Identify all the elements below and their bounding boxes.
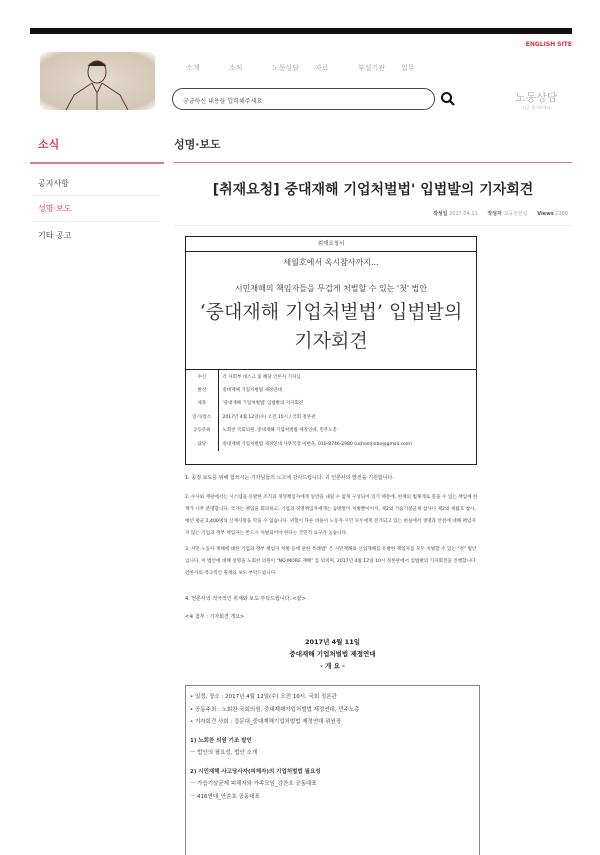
overview-detail: ㅡ 법안의 필요성, 법안 소개: [190, 750, 258, 756]
press-request-document: [185, 236, 477, 465]
author: 교육선전팀: [503, 211, 528, 217]
overview-item: • 일정, 장소 : 2017년 4월 12일(수) 오전 10시, 국회 정론관: [190, 694, 337, 700]
closing-date: 2017년 4월 11일: [304, 638, 361, 646]
row-key: 담당: [186, 437, 218, 451]
nav-resources[interactable]: 자료: [315, 64, 329, 72]
section-title: 성명·보도: [174, 138, 221, 151]
article-meta: [425, 210, 568, 217]
nav-news[interactable]: 소식: [229, 64, 243, 72]
row-key: 일시/장소: [186, 410, 218, 424]
row-key: 공동주최: [186, 424, 218, 438]
paragraph-3: 3. 시민·노동자 재해에 대한 기업과 정부 책임자 처벌 등에 관한 특례법" 은 시민재해와 산업재해를 유발한 책임자를 모두 처벌할 수 있는 "첫" 법안입니다. 이 법안에 대해 설명을 노회찬 의원이 "NO MORE 재해" 를 외치며, 2017년 4월 12일 10시 정론관에서 입법발의 기자회견을 진행합니다. 언론사의 적극적인 취재와 보도 부탁드립니다.: [185, 547, 477, 576]
row-value: 중대재해 기업처벌법 제정연대: [222, 387, 282, 393]
search-icon[interactable]: [440, 91, 456, 107]
table-row: [186, 383, 476, 397]
overview-detail: ㅡ 가습기살균제 피해자와 가족모임_강찬호 공동대표: [190, 781, 317, 787]
counsel-logo-sub: 지금 물어보세요: [522, 105, 551, 110]
sidebar-item-other[interactable]: 기타 공고: [38, 231, 72, 240]
row-key: 발신: [186, 383, 218, 397]
overview-item: • 공동주최 : 노회찬 국회의원, 중대재해기업처벌법 제정연대, 민주노총: [190, 706, 360, 713]
nav-counsel[interactable]: 노동상담: [272, 64, 300, 72]
search-input[interactable]: 궁금하신 내용을 입력해주세요: [172, 88, 435, 110]
divider: [174, 225, 572, 226]
row-value: '중대재해 기업처벌법' 입법발의 기자회견: [222, 401, 304, 407]
doc-header: 취재요청서: [186, 237, 476, 252]
doc-title: [186, 298, 476, 356]
divider: [32, 221, 160, 222]
divider: [30, 162, 164, 164]
attachment-note: <※ 첨부 : 기자회견 개요>: [185, 614, 245, 620]
overview-section-2: 2) 시민재해 사고당사자(피해자)의 기업처벌법 필요성: [190, 768, 321, 775]
nav-intro[interactable]: 소개: [186, 64, 200, 72]
doc-line1: 세월호에서 옥시참사까지...: [283, 258, 379, 267]
overview-detail: ㅡ 416연대_안순호 공동대표: [190, 793, 260, 800]
table-row: [186, 424, 476, 438]
doc-line2: 시민재해의 책임자들을 무겁게 처벌할 수 있는 '첫' 법안: [234, 284, 428, 293]
date-label: 작성일: [433, 211, 448, 217]
table-row: [186, 397, 476, 411]
divider: [32, 195, 160, 196]
counsel-logo[interactable]: [515, 89, 558, 111]
closing-org: 중대재해 기업처벌법 제정연대: [289, 650, 376, 658]
row-value: 2017년 4월 12일(수) 오전 10시 / 국회 정론관: [222, 414, 316, 420]
row-value: 각 사회부 데스크 및 해당 언론사 기자님: [222, 374, 301, 380]
main-nav: [186, 63, 444, 73]
row-key: 제목: [186, 397, 218, 411]
row-value: 노회찬 국회의원, 중대재해 기업처벌법 제정연대, 민주노총: [222, 428, 337, 434]
nav-affiliates[interactable]: 부설기관: [358, 64, 386, 72]
views-label: Views: [537, 211, 554, 217]
table-row: [186, 370, 476, 384]
row-value: 중대재해 기업처벌법 제정연대 사무국장 이현욱, 010-8746-2980 (ushamjinbo@gmail.com): [222, 441, 412, 447]
sidebar-item-press[interactable]: 성명·보도: [38, 204, 72, 213]
overview-section-1: 1) 노회찬 의원 기조 발언: [190, 737, 252, 744]
sidebar-title: 소식: [38, 138, 60, 151]
sidebar-item-notices[interactable]: 공지사항: [38, 179, 69, 188]
table-row: [186, 410, 476, 424]
english-site-link[interactable]: ENGLISH SITE: [525, 41, 572, 48]
views: 2380: [555, 211, 568, 217]
paragraph-4: 4. 언론사의 적극적인 취재와 보도 부탁드립니다. <끝>: [185, 596, 306, 602]
author-label: 작성자: [487, 211, 502, 217]
paragraph-1: 1. 공정 보도를 위해 힘쓰시는 기자님들의 노고에 감사드립니다. 귀 언론사의 발전을 기원합니다.: [185, 475, 394, 481]
paragraph-2: 2. 수사와 재판에서는 시스템을 유발한 조직과 경영책임자에게 일반을 내릴 수 없게 구성되어 있기 때문에, 현재의 법체계로 묻을 수 있는 책임에 한계가 너무 분명합니다. 국가는 책임을 회피하고, 기업과 경영책임자에게는 솜방망이 처벌뿐이어서, 제2의 가습기살균제 참사나 제2의 세월호 참사, 매년 평균 2,400명의 산재사망을 막을 수 없습니다. 위험이 다른 비용이 노동자·시민 모두에게 전가되고 있는 현실에서 생명과 안전에 대해 책임지지 않는 기업과 정부 책임자는 반드시 처벌되어야 한다는 국민적 요구가 높습니다.: [185, 495, 478, 536]
nav-work[interactable]: 업무: [401, 64, 415, 72]
table-row: [186, 437, 476, 451]
row-key: 수신: [186, 370, 218, 384]
doc-info-table: [186, 369, 476, 451]
overview-box: [185, 685, 480, 855]
top-bar: [30, 28, 572, 34]
doc-title-2: 기자회견: [294, 330, 368, 352]
overview-item: • 기자회견 사회 : 강문대_중대재해기업처벌법 제정연대 위원장: [190, 719, 342, 725]
logo-portrait[interactable]: [40, 52, 155, 110]
article-title: [취재요청] 중대재해 기업처벌법' 입법발의 기자회견: [212, 182, 534, 198]
overview-heading: - 개 요 -: [320, 662, 345, 670]
counsel-logo-text: 노동상담: [515, 91, 558, 104]
date: 2017.04.11: [449, 211, 478, 217]
divider: [174, 162, 572, 163]
doc-title-1: ‘중대재해 기업처벌법’ 입법발의: [199, 301, 463, 323]
